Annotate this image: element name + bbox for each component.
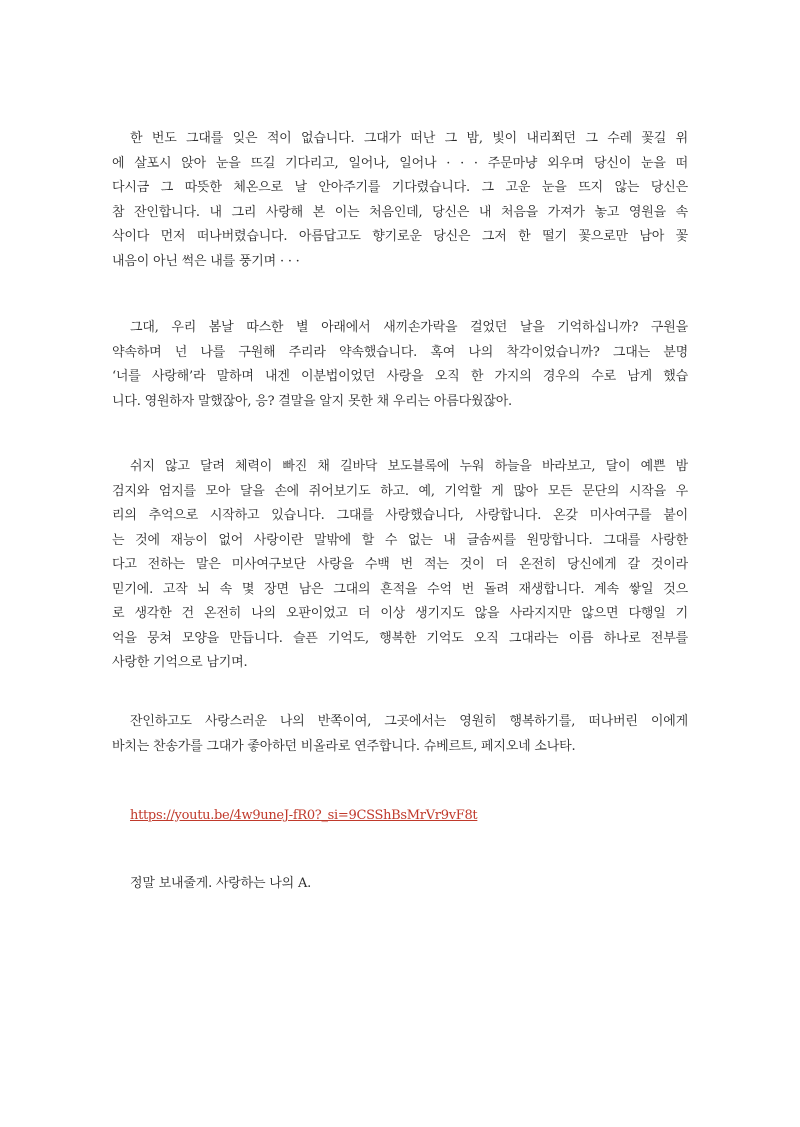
paragraph-line: 검지와 엄지를 모아 달을 손에 쥐어보기도 하고. 예, 기억할 게 많아 모든 문단의 시작을 우 xyxy=(112,483,688,499)
paragraph-3 xyxy=(112,455,688,676)
paragraph-line: 한 번도 그대를 잊은 적이 없습니다. 그대가 떠난 그 밤, 빛이 내리쬐던 그 수레 꽃길 위 xyxy=(130,131,688,146)
paragraph-line: 바치는 찬송가를 그대가 좋아하던 비올라로 연주합니다. 슈베르트, 페지오네 소나타. xyxy=(112,738,576,754)
paragraph-line: 삭이다 먼저 떠나버렸습니다. 아름답고도 향기로운 당신은 그저 한 떨기 꽃으로만 남아 꽃 xyxy=(112,229,688,244)
paragraph-1 xyxy=(112,127,688,274)
paragraph-line: 약속하며 넌 나를 구원해 주리라 약속했습니다. 혹여 나의 착각이었습니까? 그대는 분명 xyxy=(112,344,688,360)
paragraph-line: 믿기에. 고작 뇌 속 몇 장면 남은 그대의 흔적을 수억 번 돌려 재생합니다. 계속 쌓일 것으 xyxy=(112,581,688,597)
paragraph-4 xyxy=(112,710,688,759)
paragraph-line: 잔인하고도 사랑스러운 나의 반쪽이여, 그곳에서는 영원히 행복하기를, 떠나버린 이에게 xyxy=(130,714,688,729)
paragraph-line: 에 살포시 앉아 눈을 뜨길 기다리고, 일어나, 일어나 · · · 주문마냥 외우며 당신이 눈을 떠 xyxy=(112,155,688,171)
paragraph-line: ‘너를 사랑해’라 말하며 내겐 이분법이었던 사랑을 오직 한 가지의 경우의 수로 남게 했습 xyxy=(112,369,688,384)
paragraph-line: 참 잔인합니다. 내 그리 사랑해 본 이는 처음인데, 당신은 내 처음을 가져가 놓고 영원을 속 xyxy=(112,204,688,220)
paragraph-line: 그대, 우리 봄날 따스한 별 아래에서 새끼손가락을 걸었던 날을 기억하십니까? 구원을 xyxy=(130,320,688,335)
paragraph-line: 다시금 그 따뜻한 체온으로 날 안아주기를 기다렸습니다. 그 고운 눈을 뜨지 않는 당신은 xyxy=(112,180,688,195)
paragraph-line: 억을 뭉쳐 모양을 만듭니다. 슬픈 기억도, 행복한 기억도 오직 그대라는 이름 하나로 전부를 xyxy=(112,630,688,646)
paragraph-2 xyxy=(112,316,688,414)
closing-line: 정말 보내줄게. 사랑하는 나의 A. xyxy=(130,876,312,891)
paragraph-line: 는 것에 재능이 없어 사랑이란 말밖에 할 수 없는 내 글솜씨를 원망합니다. 그대를 사랑한 xyxy=(112,532,688,548)
paragraph-line: 리의 추억으로 시작하고 있습니다. 그대를 사랑했습니다, 사랑합니다. 온갖 미사여구를 붙이 xyxy=(112,508,688,523)
paragraph-line: 니다. 영원하자 말했잖아, 응? 결말을 알지 못한 채 우리는 아름다웠잖아. xyxy=(112,393,512,409)
paragraph-line: 로 생각한 건 온전히 나의 오판이었고 더 이상 생기지도 않을 사라지지만 않으면 다행일 기 xyxy=(112,606,688,621)
youtube-link[interactable]: https://youtu.be/4w9uneJ-fR0?_si=9CSShBsMrVr9vF8t xyxy=(130,808,478,823)
paragraph-line: 쉬지 않고 달려 체력이 빠진 채 길바닥 보도블록에 누워 하늘을 바라보고, 달이 예쁜 밤 xyxy=(130,459,688,474)
paragraph-line: 내음이 아닌 썩은 내를 풍기며 · · · xyxy=(112,253,300,269)
paragraph-line: 사랑한 기억으로 남기며. xyxy=(112,655,248,670)
paragraph-line: 다고 전하는 말은 미사여구보단 사랑을 수백 번 적는 것이 더 온전히 당신에게 갈 것이라 xyxy=(112,557,688,572)
youtube-link-line xyxy=(130,804,477,828)
